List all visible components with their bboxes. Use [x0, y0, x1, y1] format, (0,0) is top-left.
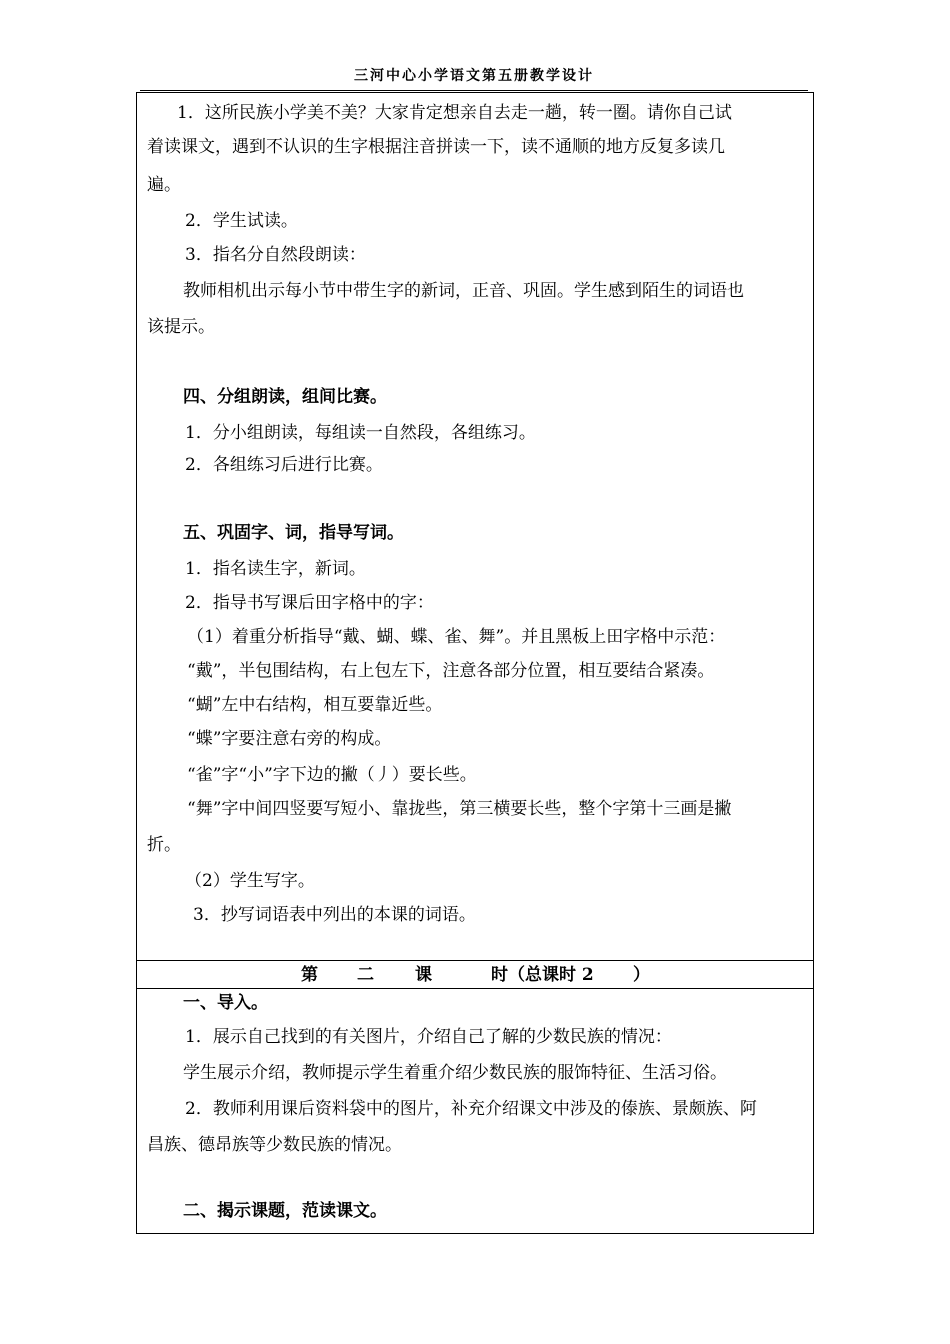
text-line: 学生展示介绍，教师提示学生着重介绍少数民族的服饰特征、生活习俗。	[183, 1063, 727, 1083]
text-line: （1）着重分析指导“戴、蝴、蝶、雀、舞”。并且黑板上田字格中示范：	[187, 627, 726, 647]
text-line: “雀”字“小”字下边的撇（丿）要长些。	[187, 765, 477, 785]
text-line: 1．展示自己找到的有关图片，介绍自己了解的少数民族的情况：	[185, 1027, 672, 1047]
section-heading: 一、导入。	[183, 993, 268, 1013]
section-heading: 五、巩固字、词，指导写词。	[183, 523, 404, 543]
lesson-two-content	[137, 989, 813, 1233]
text-line: 教师相机出示每小节中带生字的新词，正音、巩固。学生感到陌生的词语也	[183, 281, 744, 301]
section-heading: 二、揭示课题，范读课文。	[183, 1201, 387, 1221]
text-line: 遍。	[147, 175, 181, 195]
lesson-one-content	[137, 93, 813, 960]
text-line: 3．指名分自然段朗读：	[185, 245, 366, 265]
lesson-plan-table	[136, 92, 814, 1234]
text-line: 昌族、德昂族等少数民族的情况。	[147, 1135, 402, 1155]
text-line: “蝶”字要注意右旁的构成。	[187, 729, 392, 749]
text-line: “戴”，半包围结构，右上包左下，注意各部分位置，相互要结合紧凑。	[187, 661, 715, 681]
text-line: 折。	[147, 835, 181, 855]
text-line: 1．分小组朗读，每组读一自然段，各组练习。	[185, 423, 536, 443]
text-line: 1．这所民族小学美不美？大家肯定想亲自去走一趟，转一圈。请你自己试	[177, 103, 732, 123]
text-line: “蝴”左中右结构，相互要靠近些。	[187, 695, 443, 715]
lesson-heading-part: 二	[357, 965, 374, 985]
text-line: 2．各组练习后进行比赛。	[185, 455, 383, 475]
section-heading: 四、分组朗读，组间比赛。	[183, 387, 387, 407]
text-line: （2）学生写字。	[185, 871, 315, 891]
lesson-heading-row	[137, 961, 813, 988]
document-title: 三河中心小学语文第五册教学设计	[354, 68, 594, 84]
text-line: 着读课文，遇到不认识的生字根据注音拼读一下，读不通顺的地方反复多读几	[147, 137, 725, 157]
text-line: “舞”字中间四竖要写短小、靠拢些，第三横要长些，整个字第十三画是撇	[187, 799, 732, 819]
text-line: 2．学生试读。	[185, 211, 298, 231]
lesson-heading-part: 课	[415, 965, 432, 985]
lesson-heading-part: 时（总课时 2	[491, 965, 594, 985]
text-line: 该提示。	[147, 317, 215, 337]
text-line: 3．抄写词语表中列出的本课的词语。	[193, 905, 476, 925]
text-line: 2．指导书写课后田字格中的字：	[185, 593, 434, 613]
text-line: 1．指名读生字，新词。	[185, 559, 366, 579]
page-header	[140, 62, 808, 91]
lesson-heading-part: 第	[301, 965, 318, 985]
lesson-heading-part: ）	[633, 965, 650, 985]
text-line: 2．教师利用课后资料袋中的图片，补充介绍课文中涉及的傣族、景颇族、阿	[185, 1099, 757, 1119]
